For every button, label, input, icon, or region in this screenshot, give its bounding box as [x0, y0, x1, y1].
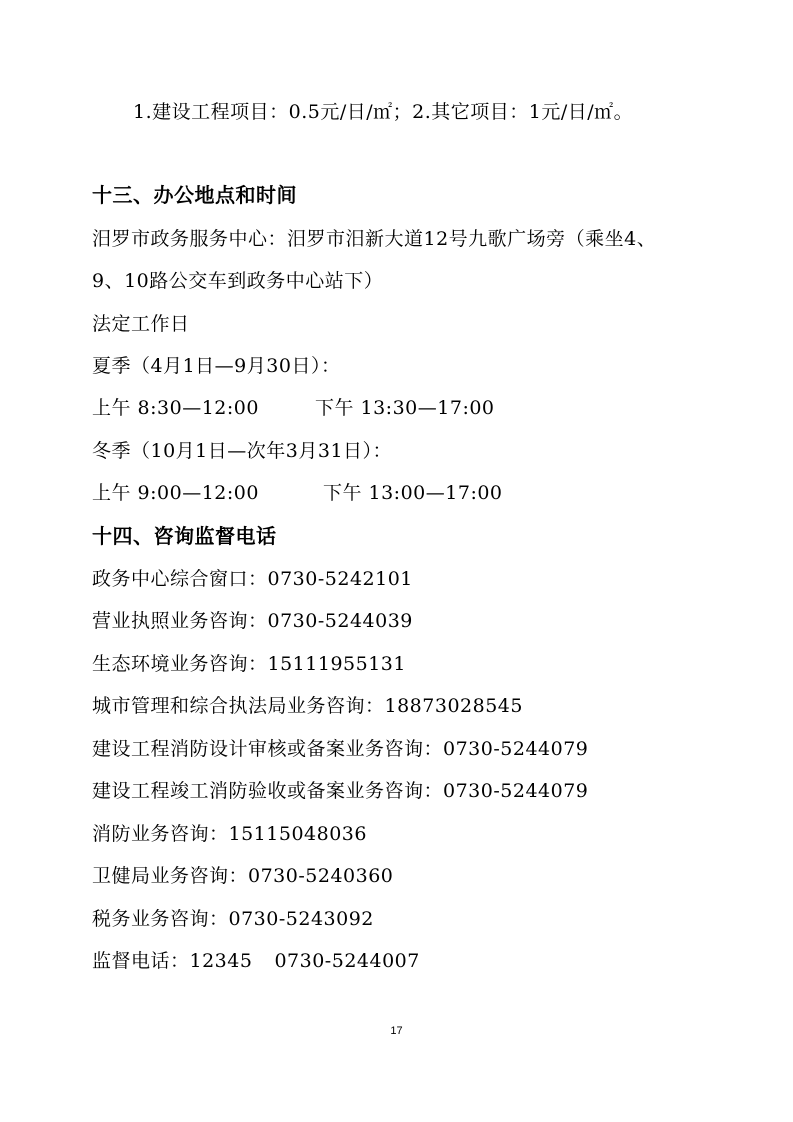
supervision-number: 0730-5244007: [274, 950, 420, 972]
contact-line: 消防业务咨询：15115048036: [92, 823, 367, 845]
address-line-2: 9、10路公交车到政务中心站下）: [92, 270, 384, 292]
page-number: 17: [390, 1025, 403, 1037]
winter-label: 冬季（10月1日—次年3月31日）：: [92, 440, 393, 462]
contact-line: 建设工程消防设计审核或备案业务咨询：0730-5244079: [92, 738, 589, 760]
address-line-1: 汨罗市政务服务中心：汨罗市汨新大道12号九歌广场旁（乘坐4、: [92, 228, 657, 250]
summer-label: 夏季（4月1日—9月30日）：: [92, 355, 341, 377]
contact-line: 城市管理和综合执法局业务咨询：18873028545: [92, 695, 523, 717]
contact-line: 税务业务咨询：0730-5243092: [92, 908, 374, 930]
contact-line: 生态环境业务咨询：15111955131: [92, 653, 406, 675]
winter-hours: [92, 481, 503, 505]
supervision-label: 监督电话：12345: [92, 950, 253, 972]
section-14-heading: 十四、咨询监督电话: [92, 524, 277, 548]
fee-standard-line: 1.建设工程项目：0.5元/日/㎡；2.其它项目：1元/日/㎡。: [133, 101, 634, 123]
summer-morning-hours: 上午 8:30—12:00: [92, 397, 259, 419]
supervision-phone-line: [92, 949, 420, 973]
summer-hours: [92, 396, 495, 420]
contact-line: 营业执照业务咨询：0730-5244039: [92, 610, 413, 632]
contact-line: 政务中心综合窗口：0730-5242101: [92, 568, 413, 590]
section-13-heading: 十三、办公地点和时间: [92, 183, 297, 207]
workday-label: 法定工作日: [92, 313, 190, 335]
winter-afternoon-hours: 下午 13:00—17:00: [322, 482, 503, 504]
winter-morning-hours: 上午 9:00—12:00: [92, 482, 259, 504]
contact-line: 卫健局业务咨询：0730-5240360: [92, 865, 394, 887]
summer-afternoon-hours: 下午 13:30—17:00: [314, 397, 495, 419]
contact-line: 建设工程竣工消防验收或备案业务咨询：0730-5244079: [92, 780, 589, 802]
